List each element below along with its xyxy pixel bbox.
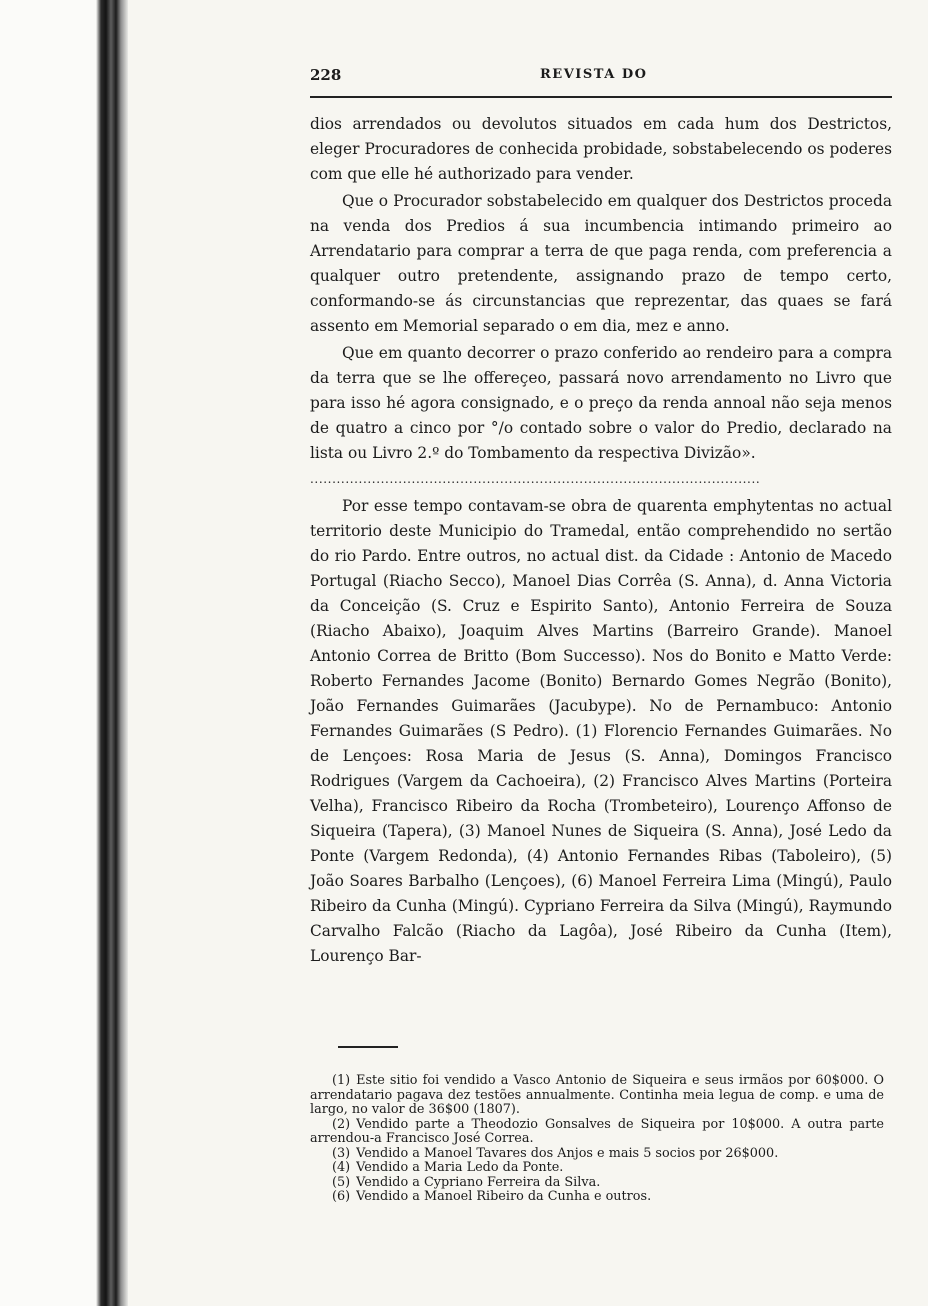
footnote — [310, 1190, 884, 1205]
footnote-marker: (2) — [332, 1116, 351, 1132]
footnote-text: Vendido a Manoel Ribeiro da Cunha e outros. — [356, 1189, 652, 1204]
footnote-text: Este sitio foi vendido a Vasco Antonio de Siqueira e seus irmãos por 60$000. O arrendatario pagava dez testões annualmente. Continha meia legua de comp. e uma de largo, no valor de 36$00 (1807). — [310, 1073, 884, 1117]
footnote-marker: (5) — [332, 1174, 351, 1190]
footnote — [310, 1176, 884, 1191]
body-text — [310, 112, 892, 969]
footnote — [310, 1147, 884, 1162]
footnote-text: Vendido a Maria Ledo da Ponte. — [356, 1160, 564, 1175]
paragraph: Que o Procurador sobstabelecido em qualquer dos Destrictos proceda na venda dos Predios á sua incumbencia intimando primeiro ao Arrendatario para comprar a terra de que paga renda, com preferencia a qualquer outro pretendente, assignando prazo de tempo certo, conformando-se ás circunstancias que reprezentar, das quaes se fará assento em Memorial separado o em dia, mez e anno. — [310, 192, 892, 335]
page-number: 228 — [310, 66, 342, 84]
footnote-text: Vendido a Cypriano Ferreira da Silva. — [356, 1174, 601, 1190]
book-binding-edge — [0, 0, 128, 1306]
paragraph: dios arrendados ou devolutos situados em cada hum dos Destrictos, eleger Procuradores de conhecida probidade, sobstabelecendo os poderes com que elle hé authorizado para vender. — [310, 115, 892, 183]
paragraph: Por esse tempo contavam-se obra de quarenta emphytentas no actual territorio deste Municipio do Tramedal, então comprehendido no sertão do rio Pardo. Entre outros, no actual dist. da Cidade : Antonio de Macedo Portugal (Riacho Secco), Manoel Dias Corrêa (S. Anna), d. Anna Victoria da Conceição (S. Cruz e Espirito Santo), Antonio Ferreira de Souza (Riacho Abaixo), Joaquim Alves Martins (Barreiro Grande). Manoel Antonio Correa de Britto (Bom Successo). Nos do Bonito e Matto Verde: Roberto Fernandes Jacome (Bonito) Bernardo Gomes Negrão (Bonito), João Fernandes Guimarães (Jacubype). No de Pernambuco: Antonio Fernandes Guimarães (S Pedro). (1) Florencio Fernandes Guimarães. No de Lençoes: Rosa Maria de Jesus (S. Anna), Domingos Francisco Rodrigues (Vargem da Cachoeira), (2) Francisco Alves Martins (Porteira Velha), Francisco Ribeiro da Rocha (Trombeteiro), Lourenço Affonso de Siqueira (Tapera), (3) Manoel Nunes de Siqueira (S. Anna), José Ledo da Ponte (Vargem Redonda), (4) Antonio Fernandes Ribas (Taboleiro), (5) João Soares Barbalho (Lençoes), (6) Manoel Ferreira Lima (Mingú), Paulo Ribeiro da Cunha (Mingú). Cypriano Ferreira da Silva (Mingú), Raymundo Carvalho Falcão (Riacho da Lagôa), José Ribeiro da Cunha (Item), Lourenço Bar- — [310, 497, 892, 965]
footnote — [310, 1161, 884, 1176]
dotted-separator: ...................................................................................................... — [310, 472, 761, 486]
book-page — [310, 66, 892, 1204]
footnote-rule — [338, 1046, 398, 1048]
footnote-text: Vendido parte a Theodozio Gonsalves de Siqueira por 10$000. A outra parte arrendou-a Francisco José Correa. — [310, 1116, 884, 1146]
header-rule — [310, 96, 892, 98]
footnote — [310, 1074, 884, 1118]
footnote — [310, 1118, 884, 1147]
footnote-marker: (1) — [332, 1073, 351, 1088]
page-header — [310, 66, 892, 92]
footnote-text: Vendido a Manoel Tavares dos Anjos e mais 5 socios por 26$000. — [356, 1145, 779, 1161]
footnote-marker: (4) — [332, 1160, 351, 1175]
footnote-marker: (6) — [332, 1189, 351, 1204]
running-title: REVISTA DO — [540, 67, 648, 82]
footnote-marker: (3) — [332, 1145, 351, 1161]
footnotes — [310, 1074, 884, 1205]
paragraph: Que em quanto decorrer o prazo conferido ao rendeiro para a compra da terra que se lhe offereçeo, passará novo arrendamento no Livro que para isso hé agora consignado, e o preço da renda annoal não seja menos de quatro a cinco por °/o contado sobre o valor do Predio, declarado na lista ou Livro 2.º do Tombamento da respectiva Divizão». — [310, 344, 892, 462]
